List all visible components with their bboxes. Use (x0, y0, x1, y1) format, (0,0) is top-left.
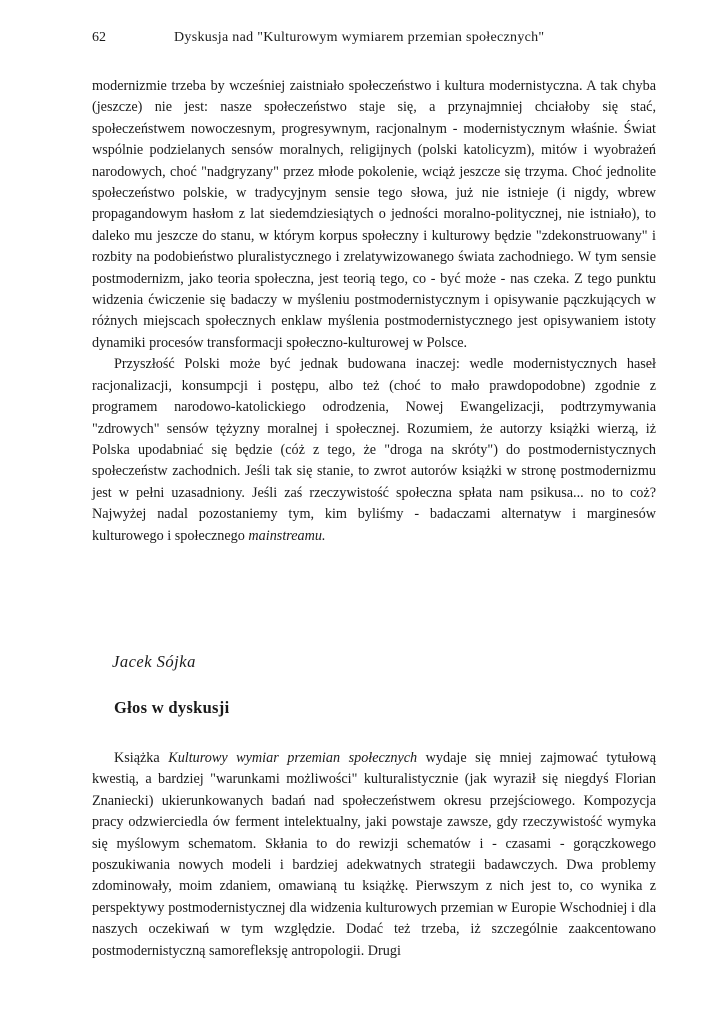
paragraph-2-text: Przyszłość Polski może być jednak budowana inaczej: wedle modernistycznych haseł racjonalizacji, konsumpcji i postępu, albo też (choć to mało prawdopodobne) zgodnie z programem narodowo-katolickiego odrodzenia, Nowej Ewangelizacji, podtrzymywania "zdrowych" sensów tężyzny moralnej i społecznej. Rozumiem, że autorzy książki wierzą, iż Polska upodabniać się będzie (cóż z tego, że "droga na skróty") do postmodernistycznych społeczeństw zachodnich. Jeśli tak się stanie, to zwrot autorów książki w stronę postmodernizmu jest w pełni uzasadniony. Jeśli zaś rzeczywistość społeczna spłata nam psikusa... no to coż? Najwyżej nadal pozostaniemy tym, kim byliśmy - badaczami alternatyw i marginesów kulturowego i społecznego (92, 356, 656, 544)
book-title: Kulturowy wymiar przemian społecznych (168, 750, 418, 766)
paragraph-1: modernizmie trzeba by wcześniej zaistniało społeczeństwo i kultura modernistyczna. A tak chyba (jeszcze) nie jest: nasze społeczeństwo staje się, a przynajmniej chciałoby się stać, społeczeństwem nowoczesnym, progresywnym, racjonalnym - modernistycznym właśnie. Świat wspólnie podzielanych sensów moralnych, religijnych (polski katolicyzm), mitów i wyobrażeń narodowych, choć "nadgryzany" przez młode pokolenie, wciąż jeszcze się trzyma. Choć jednolite społeczeństwo polskie, w tradycyjnym sensie tego słowa, już nie istnieje (i nigdy, wbrew propagandowym hasłom z lat siedemdziesiątych o jedności moralno-politycznej, nie istniało), to daleko mu jeszcze do stanu, w którym korpus społeczny i kulturowy będzie "zdekonstruowany" i rozbity na podobieństwo pluralistycznego i zrelatywizowanego świata zachodniego. W tym sensie postmodernizm, jako teoria społeczna, jest teorią tego, co - być może - nas czeka. Z tego punktu widzenia ćwiczenie się badaczy w myśleniu postmodernistycznym i opisywanie pączkujących w różnych miejscach społecznych enklaw myślenia postmodernistycznego jest opisywaniem istoty dynamiki procesów transformacji społeczno-kulturowej w Polsce. (92, 78, 656, 351)
section-heading: Głos w dyskusji (114, 698, 230, 717)
section-continuation (92, 76, 656, 547)
paragraph-3-start: Książka (114, 750, 160, 766)
paragraph-3-text: wydaje się mniej zajmować tytułową kwestią, a bardziej "warunkami możliwości" kulturalistycznie (jak wyraził się niegdyś Florian Znaniecki) ukierunkowanych badań nad społeczeństwem okresu przejściowego. Kompozycja pracy odzwierciedla ów ferment intelektualny, jaki powstaje zawsze, gdy rzeczywistość wymyka się myślowym schematom. Skłania to do rewizji schematów i - czasami - gorączkowego poszukiwania nowych modeli i bardziej adekwatnych strategii badawczych. Dwa problemy zdominowały, moim zdaniem, omawianą tu książkę. Pierwszym z nich jest to, co wynika z perspektywy postmodernistycznej dla widzenia kulturowych przemian w Europie Wschodniej i dla naszych oczekiwań w tym względzie. Dodać też trzeba, iż szczególnie zaakcentowano postmodernistyczną samorefleksję antropologii. Drugi (92, 750, 656, 959)
running-title: Dyskusja nad "Kulturowym wymiarem przemian społecznych" (174, 30, 545, 45)
paragraph-3 (92, 748, 656, 962)
section-body (92, 748, 656, 962)
page-number: 62 (92, 30, 106, 45)
paragraph-2-italic: mainstreamu. (248, 527, 326, 544)
page-header (92, 28, 652, 48)
author-name: Jacek Sójka (112, 652, 196, 671)
paragraph-2 (92, 354, 656, 547)
